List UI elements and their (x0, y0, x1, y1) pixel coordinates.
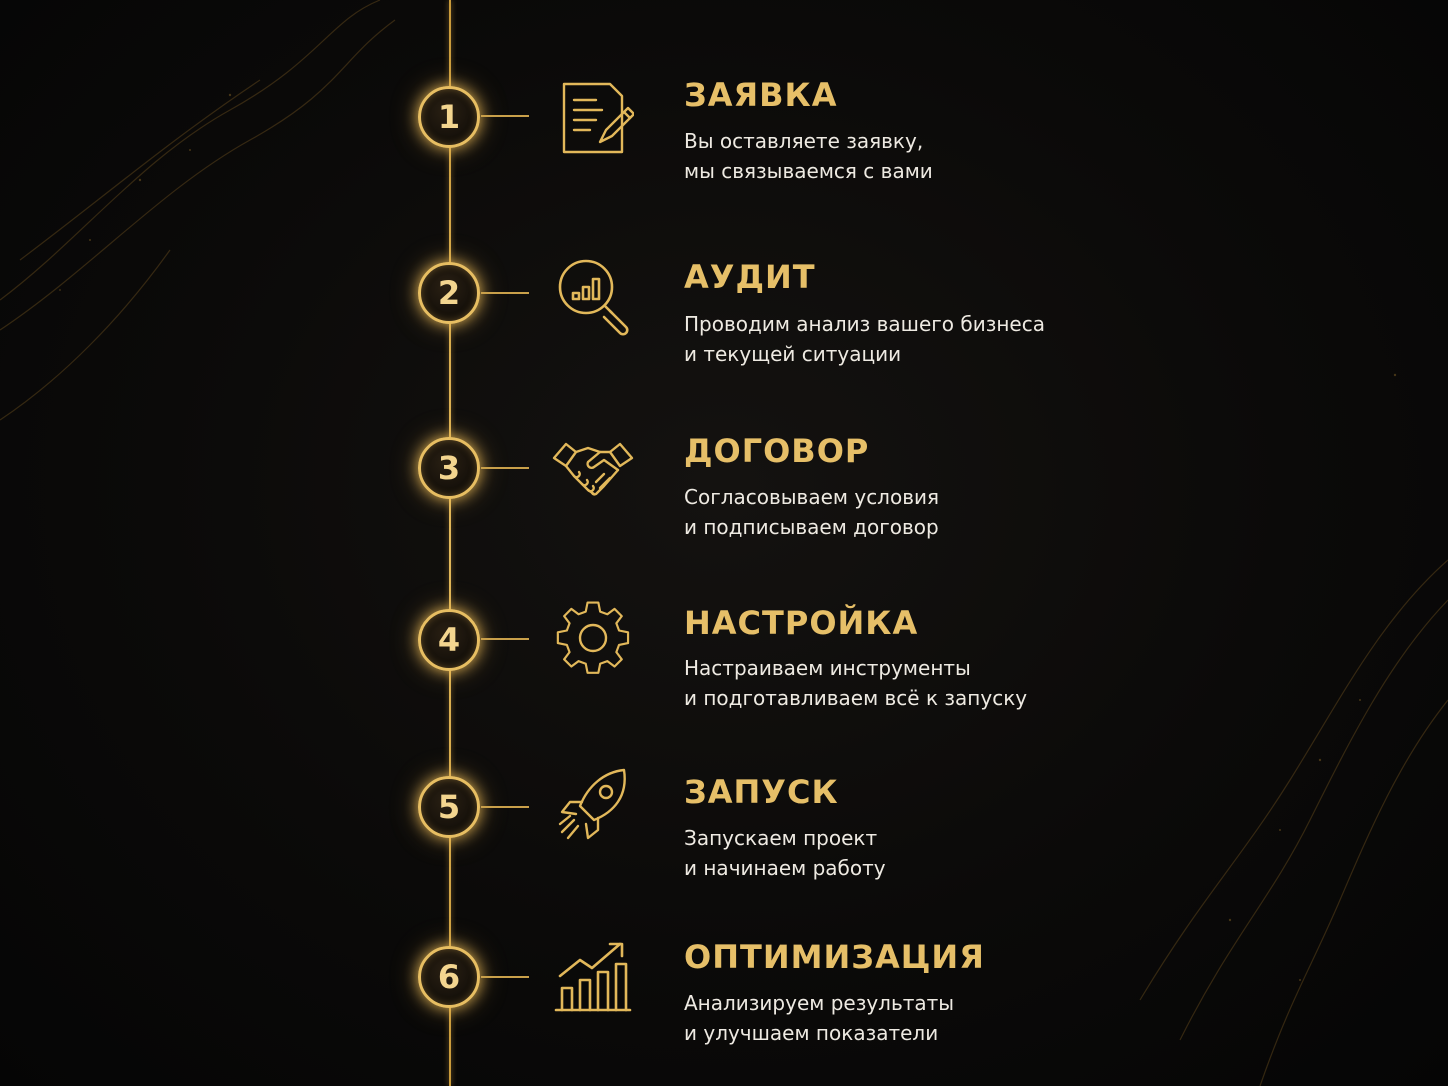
step-description-line: мы связываемся с вами (684, 159, 933, 183)
step-description-line: и улучшаем показатели (684, 1021, 939, 1045)
step-description (684, 482, 939, 542)
step-description-line: Анализируем результаты (684, 991, 955, 1015)
step-connector (481, 806, 529, 808)
step-number-badge: 6 (418, 946, 480, 1008)
handshake-icon (552, 430, 634, 512)
step-description-line: и начинаем работу (684, 856, 886, 880)
step-description-line: Проводим анализ вашего бизнеса (684, 312, 1045, 336)
step-number-badge: 1 (418, 86, 480, 148)
magnifier-chart-icon (552, 255, 634, 337)
step-connector (481, 638, 529, 640)
step-description-line: и подготавливаем всё к запуску (684, 686, 1028, 710)
gear-icon (552, 599, 634, 681)
step-description-line: Запускаем проект (684, 826, 878, 850)
step-title: НАСТРОЙКА (684, 604, 919, 642)
growth-chart-icon (552, 936, 634, 1018)
step-connector (481, 976, 529, 978)
step-description-line: и текущей ситуации (684, 342, 902, 366)
timeline-line (449, 0, 451, 1086)
step-description (684, 823, 886, 883)
step-description (684, 988, 954, 1048)
step-number-badge: 4 (418, 609, 480, 671)
step-description-line: и подписываем договор (684, 515, 939, 539)
step-connector (481, 467, 529, 469)
step-description-line: Вы оставляете заявку, (684, 129, 924, 153)
step-number-badge: 3 (418, 437, 480, 499)
step-number-badge: 5 (418, 776, 480, 838)
step-description-line: Настраиваем инструменты (684, 656, 971, 680)
rocket-icon (552, 766, 634, 848)
step-title: АУДИТ (684, 258, 816, 296)
step-description (684, 653, 1027, 713)
step-description-line: Согласовываем условия (684, 485, 940, 509)
step-title: ЗАЯВКА (684, 76, 838, 114)
step-title: ОПТИМИЗАЦИЯ (684, 938, 985, 976)
step-number-badge: 2 (418, 262, 480, 324)
step-description (684, 309, 1045, 369)
step-title: ДОГОВОР (684, 432, 870, 470)
step-connector (481, 292, 529, 294)
step-title: ЗАПУСК (684, 773, 839, 811)
